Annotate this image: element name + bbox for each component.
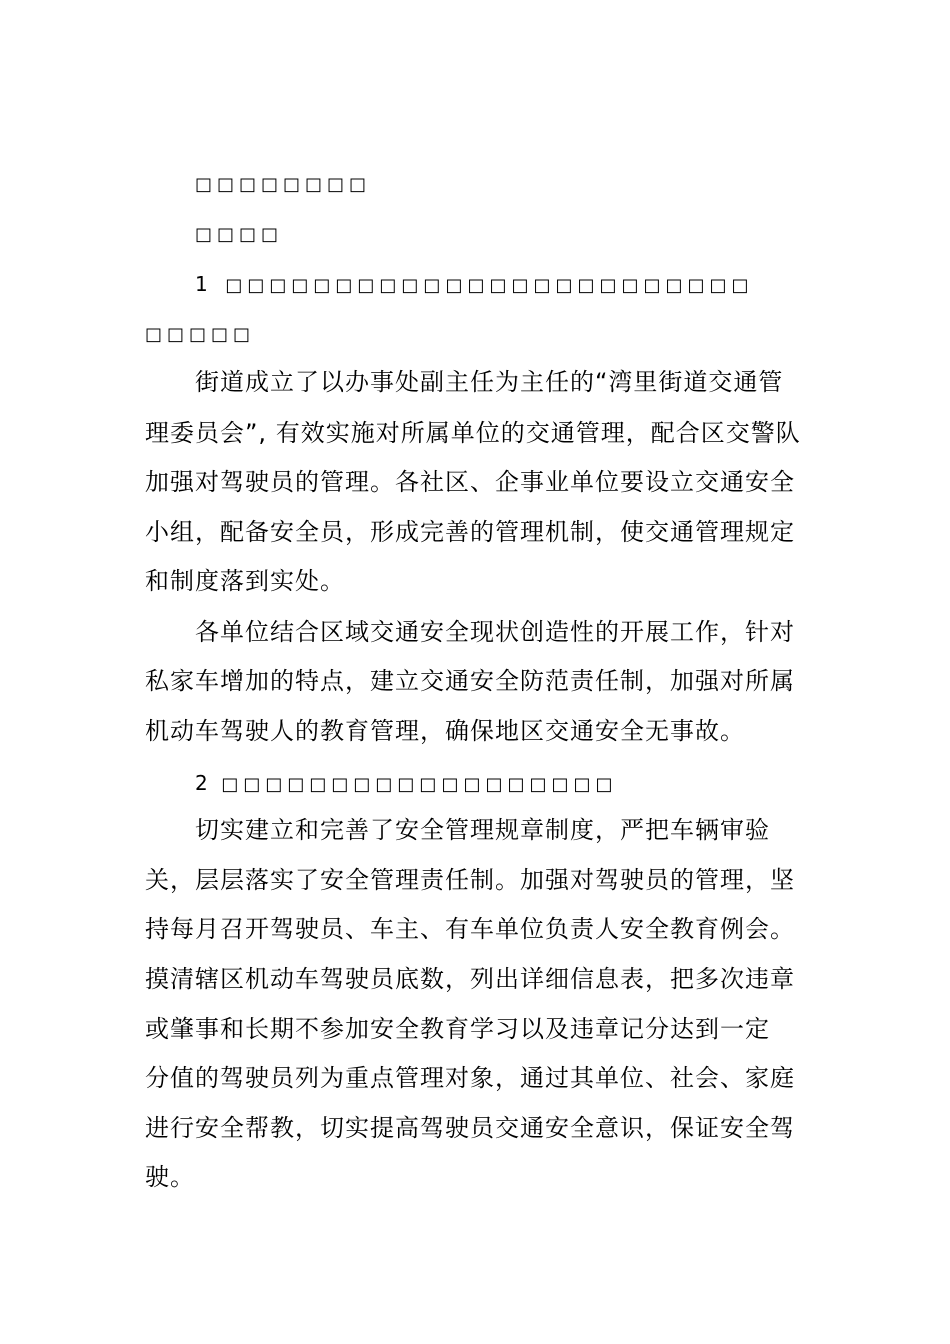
item-1-heading: [195, 268, 754, 301]
heading-garbled-2: □□□□: [195, 224, 284, 245]
paragraph-3-line: 分值的驾驶员列为重点管理对象，通过其单位、社会、家庭: [145, 1064, 795, 1092]
paragraph-3-line: 进行安全帮教，切实提高驾驶员交通安全意识，保证安全驾: [145, 1114, 795, 1142]
item-2-heading: [195, 767, 618, 800]
paragraph-1-line: 街道成立了以办事处副主任为主任的“湾里街道交通管: [195, 368, 784, 396]
paragraph-3-line: 或肇事和长期不参加安全教育学习以及违章记分达到一定: [145, 1015, 770, 1043]
item-2-number: 2: [195, 771, 209, 795]
paragraph-3-line: 切实建立和完善了安全管理规章制度，严把车辆审验: [195, 816, 770, 844]
paragraph-3-line: 关，层层落实了安全管理责任制。加强对驾驶员的管理，坚: [145, 866, 795, 894]
paragraph-3-line: 摸清辖区机动车驾驶员底数，列出详细信息表，把多次违章: [145, 965, 795, 993]
paragraph-2-line: 各单位结合区域交通安全现状创造性的开展工作，针对: [195, 618, 795, 646]
paragraph-1-line: 小组，配备安全员，形成完善的管理机制，使交通管理规定: [145, 518, 795, 546]
paragraph-3-line: 驶。: [145, 1163, 195, 1191]
item-2-garbled-text: □□□□□□□□□□□□□□□□□□: [221, 774, 618, 795]
item-1-garbled-text: □□□□□□□□□□□□□□□□□□□□□□□□: [225, 275, 754, 296]
paragraph-1-line: 理委员会”, 有效实施对所属单位的交通管理，配合区交警队: [145, 419, 801, 447]
heading-garbled-1: □□□□□□□□: [195, 174, 372, 195]
paragraph-1-line: 加强对驾驶员的管理。各社区、企事业单位要设立交通安全: [145, 468, 795, 496]
item-1-heading-continuation: □□□□□: [145, 324, 256, 345]
paragraph-3-line: 持每月召开驾驶员、车主、有车单位负责人安全教育例会。: [145, 915, 795, 943]
paragraph-2-line: 私家车增加的特点，建立交通安全防范责任制，加强对所属: [145, 667, 795, 695]
paragraph-1-line: 和制度落到实处。: [145, 567, 345, 595]
item-1-number: 1: [195, 272, 209, 296]
paragraph-2-line: 机动车驾驶人的教育管理，确保地区交通安全无事故。: [145, 717, 745, 745]
